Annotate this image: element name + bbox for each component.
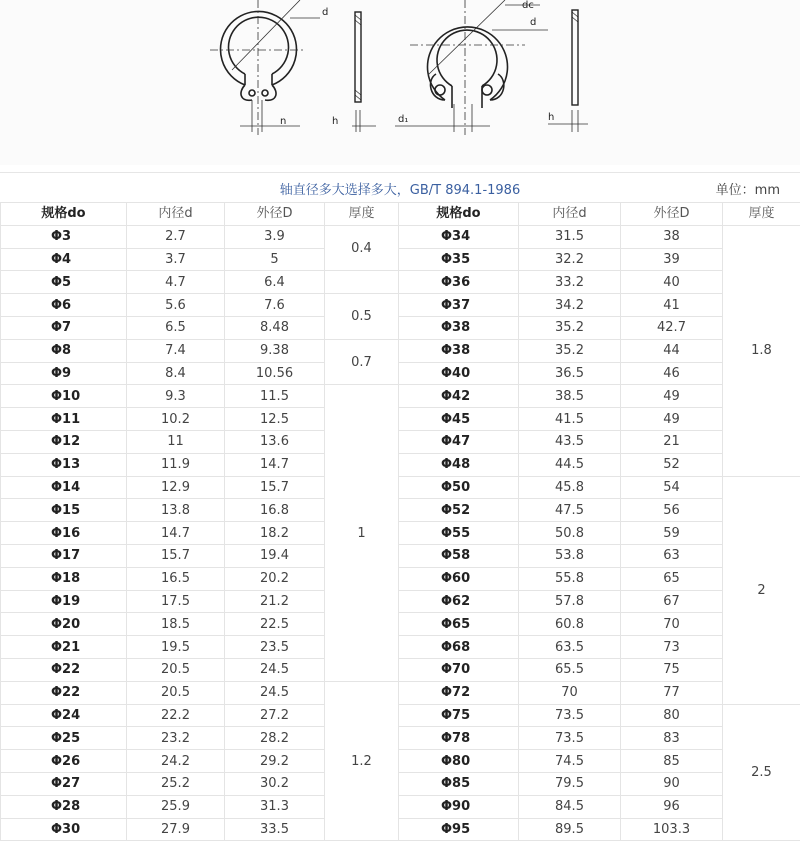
spec-cell-right: Φ60 [399, 567, 519, 590]
table-row [1, 453, 800, 476]
inner-diameter-cell-right: 70 [519, 681, 621, 704]
outer-diameter-cell-right: 44 [621, 339, 723, 362]
outer-diameter-cell-right: 42.7 [621, 316, 723, 339]
inner-diameter-cell: 2.7 [127, 225, 225, 248]
inner-diameter-cell: 20.5 [127, 681, 225, 704]
spec-cell-right: Φ68 [399, 636, 519, 659]
inner-diameter-cell-right: 47.5 [519, 499, 621, 522]
table-row [1, 613, 800, 636]
table-row [1, 316, 800, 339]
table-row [1, 681, 800, 704]
spec-cell: Φ27 [1, 772, 127, 795]
inner-diameter-cell: 14.7 [127, 522, 225, 545]
spec-cell: Φ8 [1, 339, 127, 362]
outer-diameter-cell: 31.3 [225, 795, 325, 818]
inner-diameter-cell: 12.9 [127, 476, 225, 499]
spec-cell-right: Φ80 [399, 750, 519, 773]
spec-cell-right: Φ75 [399, 704, 519, 727]
spec-cell: Φ3 [1, 225, 127, 248]
table-row [1, 772, 800, 795]
spec-cell: Φ13 [1, 453, 127, 476]
table-row [1, 476, 800, 499]
outer-diameter-cell-right: 38 [621, 225, 723, 248]
header-spec-right: 规格do [399, 203, 519, 226]
technical-drawing [0, 0, 800, 165]
inner-diameter-cell-right: 44.5 [519, 453, 621, 476]
table-row [1, 248, 800, 271]
inner-diameter-cell-right: 73.5 [519, 727, 621, 750]
inner-diameter-cell-right: 84.5 [519, 795, 621, 818]
spec-cell-right: Φ40 [399, 362, 519, 385]
outer-diameter-cell-right: 39 [621, 248, 723, 271]
spec-cell: Φ9 [1, 362, 127, 385]
spec-cell: Φ21 [1, 636, 127, 659]
outer-diameter-cell: 15.7 [225, 476, 325, 499]
inner-diameter-cell: 25.9 [127, 795, 225, 818]
inner-diameter-cell-right: 74.5 [519, 750, 621, 773]
outer-diameter-cell-right: 83 [621, 727, 723, 750]
spec-cell-right: Φ70 [399, 658, 519, 681]
table-row [1, 590, 800, 613]
outer-diameter-cell-right: 77 [621, 681, 723, 704]
inner-diameter-cell: 11 [127, 430, 225, 453]
inner-diameter-cell: 20.5 [127, 658, 225, 681]
spec-cell: Φ4 [1, 248, 127, 271]
outer-diameter-cell-right: 103.3 [621, 818, 723, 841]
inner-diameter-cell: 7.4 [127, 339, 225, 362]
outer-diameter-cell: 9.38 [225, 339, 325, 362]
outer-diameter-cell: 5 [225, 248, 325, 271]
inner-diameter-cell: 5.6 [127, 294, 225, 317]
header-inner-right: 内径d [519, 203, 621, 226]
spec-cell-right: Φ35 [399, 248, 519, 271]
inner-diameter-cell: 16.5 [127, 567, 225, 590]
spec-cell: Φ28 [1, 795, 127, 818]
table-row [1, 795, 800, 818]
outer-diameter-cell: 16.8 [225, 499, 325, 522]
outer-diameter-cell: 33.5 [225, 818, 325, 841]
spec-cell-right: Φ48 [399, 453, 519, 476]
spec-cell: Φ18 [1, 567, 127, 590]
outer-diameter-cell-right: 63 [621, 544, 723, 567]
outer-diameter-cell: 3.9 [225, 225, 325, 248]
inner-diameter-cell-right: 55.8 [519, 567, 621, 590]
inner-diameter-cell-right: 45.8 [519, 476, 621, 499]
table-row [1, 408, 800, 431]
inner-diameter-cell-right: 73.5 [519, 704, 621, 727]
thickness-cell-right: 2 [723, 476, 800, 704]
outer-diameter-cell: 10.56 [225, 362, 325, 385]
outer-diameter-cell-right: 54 [621, 476, 723, 499]
outer-diameter-cell-right: 70 [621, 613, 723, 636]
inner-diameter-cell: 24.2 [127, 750, 225, 773]
spec-cell-right: Φ72 [399, 681, 519, 704]
table-row [1, 294, 800, 317]
spec-cell-right: Φ37 [399, 294, 519, 317]
inner-diameter-cell-right: 36.5 [519, 362, 621, 385]
outer-diameter-cell: 12.5 [225, 408, 325, 431]
header-inner: 内径d [127, 203, 225, 226]
outer-diameter-cell-right: 96 [621, 795, 723, 818]
table-row [1, 225, 800, 248]
label-d-right: d [530, 17, 536, 28]
header-outer-right: 外径D [621, 203, 723, 226]
inner-diameter-cell-right: 57.8 [519, 590, 621, 613]
inner-diameter-cell: 4.7 [127, 271, 225, 294]
outer-diameter-cell: 30.2 [225, 772, 325, 795]
table-row [1, 658, 800, 681]
header-thickness: 厚度 [325, 203, 399, 226]
table-row [1, 430, 800, 453]
inner-diameter-cell-right: 34.2 [519, 294, 621, 317]
outer-diameter-cell: 28.2 [225, 727, 325, 750]
outer-diameter-cell: 8.48 [225, 316, 325, 339]
thickness-cell: 1.2 [325, 681, 399, 841]
inner-diameter-cell: 6.5 [127, 316, 225, 339]
outer-diameter-cell: 20.2 [225, 567, 325, 590]
spec-cell-right: Φ38 [399, 316, 519, 339]
outer-diameter-cell: 24.5 [225, 658, 325, 681]
table-row [1, 750, 800, 773]
table-row [1, 818, 800, 841]
table-header-row [1, 203, 800, 226]
thickness-cell: 0.7 [325, 339, 399, 385]
inner-diameter-cell-right: 33.2 [519, 271, 621, 294]
spec-cell: Φ15 [1, 499, 127, 522]
inner-diameter-cell: 3.7 [127, 248, 225, 271]
thickness-cell [325, 271, 399, 294]
inner-diameter-cell: 10.2 [127, 408, 225, 431]
inner-diameter-cell: 15.7 [127, 544, 225, 567]
spec-cell-right: Φ95 [399, 818, 519, 841]
inner-diameter-cell-right: 53.8 [519, 544, 621, 567]
inner-diameter-cell-right: 38.5 [519, 385, 621, 408]
inner-diameter-cell: 19.5 [127, 636, 225, 659]
spec-cell: Φ10 [1, 385, 127, 408]
inner-diameter-cell: 13.8 [127, 499, 225, 522]
spec-cell: Φ14 [1, 476, 127, 499]
thickness-cell-right: 2.5 [723, 704, 800, 841]
inner-diameter-cell-right: 35.2 [519, 316, 621, 339]
spec-cell-right: Φ55 [399, 522, 519, 545]
spec-cell: Φ19 [1, 590, 127, 613]
outer-diameter-cell-right: 21 [621, 430, 723, 453]
table-row [1, 339, 800, 362]
spec-cell: Φ11 [1, 408, 127, 431]
label-h-right: h [548, 112, 554, 123]
spec-cell: Φ6 [1, 294, 127, 317]
spec-table-body [1, 203, 800, 841]
spec-cell: Φ24 [1, 704, 127, 727]
table-row [1, 727, 800, 750]
inner-diameter-cell-right: 43.5 [519, 430, 621, 453]
inner-diameter-cell: 22.2 [127, 704, 225, 727]
spec-cell: Φ5 [1, 271, 127, 294]
spec-cell-right: Φ78 [399, 727, 519, 750]
spec-cell: Φ7 [1, 316, 127, 339]
table-row [1, 499, 800, 522]
spec-cell-right: Φ52 [399, 499, 519, 522]
outer-diameter-cell-right: 46 [621, 362, 723, 385]
spec-cell: Φ30 [1, 818, 127, 841]
outer-diameter-cell-right: 65 [621, 567, 723, 590]
thickness-cell: 0.5 [325, 294, 399, 340]
spec-cell: Φ26 [1, 750, 127, 773]
inner-diameter-cell: 17.5 [127, 590, 225, 613]
table-row [1, 704, 800, 727]
inner-diameter-cell-right: 60.8 [519, 613, 621, 636]
spec-cell: Φ22 [1, 658, 127, 681]
table-row [1, 544, 800, 567]
outer-diameter-cell: 24.5 [225, 681, 325, 704]
outer-diameter-cell-right: 52 [621, 453, 723, 476]
inner-diameter-cell: 25.2 [127, 772, 225, 795]
outer-diameter-cell-right: 80 [621, 704, 723, 727]
retaining-ring-diagram [0, 0, 800, 165]
outer-diameter-cell: 19.4 [225, 544, 325, 567]
outer-diameter-cell-right: 75 [621, 658, 723, 681]
outer-diameter-cell: 22.5 [225, 613, 325, 636]
inner-diameter-cell-right: 79.5 [519, 772, 621, 795]
spec-cell-right: Φ90 [399, 795, 519, 818]
spec-cell: Φ12 [1, 430, 127, 453]
spec-cell: Φ20 [1, 613, 127, 636]
spec-cell: Φ17 [1, 544, 127, 567]
spec-cell-right: Φ62 [399, 590, 519, 613]
inner-diameter-cell-right: 32.2 [519, 248, 621, 271]
outer-diameter-cell-right: 73 [621, 636, 723, 659]
table-row [1, 362, 800, 385]
inner-diameter-cell-right: 65.5 [519, 658, 621, 681]
header-spec: 规格do [1, 203, 127, 226]
inner-diameter-cell-right: 31.5 [519, 225, 621, 248]
outer-diameter-cell: 11.5 [225, 385, 325, 408]
spec-cell-right: Φ36 [399, 271, 519, 294]
outer-diameter-cell: 7.6 [225, 294, 325, 317]
inner-diameter-cell: 9.3 [127, 385, 225, 408]
label-d: d [322, 7, 328, 18]
table-row [1, 271, 800, 294]
label-d1: d₁ [398, 114, 408, 125]
inner-diameter-cell-right: 35.2 [519, 339, 621, 362]
header-outer: 外径D [225, 203, 325, 226]
spec-cell-right: Φ50 [399, 476, 519, 499]
outer-diameter-cell-right: 59 [621, 522, 723, 545]
outer-diameter-cell-right: 49 [621, 408, 723, 431]
outer-diameter-cell: 18.2 [225, 522, 325, 545]
table-caption [0, 172, 800, 203]
inner-diameter-cell: 11.9 [127, 453, 225, 476]
header-thickness-right: 厚度 [723, 203, 800, 226]
outer-diameter-cell: 27.2 [225, 704, 325, 727]
table-row [1, 385, 800, 408]
unit-label: 单位：mm [716, 179, 780, 198]
table-title: 轴直径多大选择多大，GB/T 894.1-1986 [0, 179, 800, 198]
inner-diameter-cell-right: 89.5 [519, 818, 621, 841]
outer-diameter-cell: 6.4 [225, 271, 325, 294]
thickness-cell: 0.4 [325, 225, 399, 271]
inner-diameter-cell: 18.5 [127, 613, 225, 636]
table-row [1, 522, 800, 545]
outer-diameter-cell: 21.2 [225, 590, 325, 613]
spec-cell-right: Φ45 [399, 408, 519, 431]
spec-cell-right: Φ47 [399, 430, 519, 453]
inner-diameter-cell: 27.9 [127, 818, 225, 841]
inner-diameter-cell-right: 41.5 [519, 408, 621, 431]
outer-diameter-cell: 13.6 [225, 430, 325, 453]
outer-diameter-cell-right: 41 [621, 294, 723, 317]
spec-table [0, 202, 800, 841]
spec-cell-right: Φ38 [399, 339, 519, 362]
inner-diameter-cell-right: 50.8 [519, 522, 621, 545]
label-h: h [332, 116, 338, 127]
spec-cell-right: Φ34 [399, 225, 519, 248]
inner-diameter-cell-right: 63.5 [519, 636, 621, 659]
spec-cell-right: Φ42 [399, 385, 519, 408]
inner-diameter-cell: 23.2 [127, 727, 225, 750]
outer-diameter-cell-right: 49 [621, 385, 723, 408]
spec-cell: Φ25 [1, 727, 127, 750]
spec-cell-right: Φ58 [399, 544, 519, 567]
table-row [1, 636, 800, 659]
outer-diameter-cell-right: 67 [621, 590, 723, 613]
outer-diameter-cell-right: 90 [621, 772, 723, 795]
outer-diameter-cell-right: 56 [621, 499, 723, 522]
outer-diameter-cell-right: 85 [621, 750, 723, 773]
outer-diameter-cell: 29.2 [225, 750, 325, 773]
spec-cell: Φ22 [1, 681, 127, 704]
table-row [1, 567, 800, 590]
label-dc: dc [522, 0, 534, 11]
outer-diameter-cell: 23.5 [225, 636, 325, 659]
spec-cell: Φ16 [1, 522, 127, 545]
spec-cell-right: Φ65 [399, 613, 519, 636]
inner-diameter-cell: 8.4 [127, 362, 225, 385]
thickness-cell: 1 [325, 385, 399, 681]
thickness-cell-right: 1.8 [723, 225, 800, 476]
outer-diameter-cell: 14.7 [225, 453, 325, 476]
label-n: n [280, 116, 286, 127]
outer-diameter-cell-right: 40 [621, 271, 723, 294]
spec-cell-right: Φ85 [399, 772, 519, 795]
